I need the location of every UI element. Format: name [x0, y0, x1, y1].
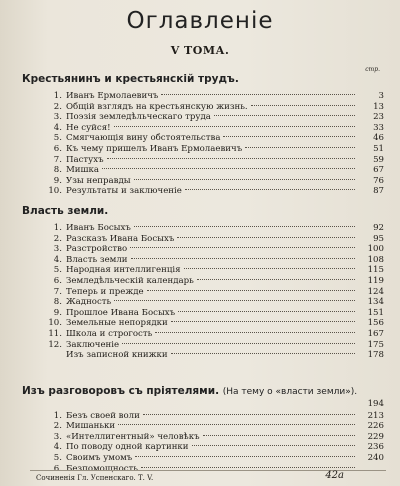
entry-title: Земельные непорядки — [66, 318, 168, 329]
section-1 — [22, 72, 384, 197]
page-number: 3 — [378, 91, 384, 101]
entry-number: 1. — [53, 410, 62, 421]
entry-number: 10. — [48, 318, 62, 329]
dot-leader — [178, 311, 355, 312]
entry-title: Прошлое Ивана Босыхъ — [66, 307, 176, 318]
entry-title: По поводу одной картинки — [66, 442, 189, 453]
toc-entry — [22, 112, 384, 123]
dot-leader — [203, 435, 355, 436]
entry-number: 7. — [53, 154, 62, 165]
dot-leader — [192, 445, 355, 446]
entry-number: 6. — [53, 275, 62, 286]
page-number: 226 — [367, 421, 384, 432]
page-number: 67 — [373, 165, 384, 176]
toc-entry — [22, 186, 384, 197]
page-number: 23 — [373, 112, 384, 123]
section-entries — [22, 223, 384, 361]
toc-entry — [22, 411, 384, 422]
dot-leader — [134, 226, 355, 227]
entry-title: Школа и строгость — [66, 328, 153, 339]
entry-title: Власть земли — [66, 254, 128, 265]
entry-number: 12. — [48, 339, 62, 350]
entry-title: Иванъ Ермолаевичъ — [66, 91, 159, 101]
dot-leader — [171, 353, 355, 354]
dot-leader — [147, 290, 355, 291]
page-number: 13 — [373, 101, 384, 112]
section-title: Крестьянинъ и крестьянскій трудъ. — [22, 73, 239, 85]
page-number: 115 — [367, 265, 384, 276]
entry-title: Къ чему пришелъ Иванъ Ермолаевичъ — [66, 143, 243, 154]
entry-number: 6. — [53, 463, 62, 474]
entry-title: Не суйся! — [66, 122, 111, 133]
entry-title: Смягчающія вину обстоятельства — [66, 133, 221, 144]
page-footer — [36, 472, 380, 484]
entry-title: Разсказъ Ивана Босыхъ — [66, 233, 175, 244]
entry-title: Жадность — [66, 297, 112, 308]
toc-entry — [22, 123, 384, 134]
page-number: 124 — [367, 286, 384, 297]
dot-leader — [118, 424, 355, 425]
dot-leader — [143, 414, 355, 415]
toc-entry — [22, 442, 384, 453]
page-number: 240 — [367, 452, 384, 463]
page-number: 151 — [367, 307, 384, 318]
page-column-label: стр. — [365, 66, 380, 73]
toc-entry — [22, 223, 384, 234]
entry-number: 5. — [53, 452, 62, 463]
toc-entry — [22, 329, 384, 340]
entry-number: 1. — [53, 91, 62, 101]
page-number: 46 — [373, 133, 384, 144]
toc-entry — [22, 91, 384, 102]
page-number: 178 — [367, 350, 384, 361]
entry-title: Безпомощность — [66, 463, 138, 474]
page-number: 175 — [367, 339, 384, 350]
entry-number: 4. — [53, 442, 62, 453]
dot-leader — [161, 94, 355, 95]
toc-entry — [22, 297, 384, 308]
entry-title: Мишаньки — [66, 421, 116, 432]
entry-number: 2. — [53, 421, 62, 432]
page-number: 229 — [367, 431, 384, 442]
entry-title: Иванъ Босыхъ — [66, 223, 131, 233]
toc-entry — [22, 255, 384, 266]
entry-number: 11. — [48, 328, 62, 339]
entry-title: Поэзія земледѣльческаго труда — [66, 112, 211, 123]
toc-entry — [22, 155, 384, 166]
page-number: 108 — [367, 254, 384, 265]
dot-leader — [171, 321, 355, 322]
entry-title: Своимъ умомъ — [66, 452, 133, 463]
entry-title: Земледѣльческій календарь — [66, 275, 194, 286]
dot-leader — [134, 179, 355, 180]
entry-number: 3. — [53, 431, 62, 442]
page-number: 87 — [373, 186, 384, 197]
section-entries — [22, 411, 384, 475]
section-entries — [22, 91, 384, 197]
toc-entry — [22, 421, 384, 432]
dot-leader — [130, 247, 355, 248]
dot-leader — [141, 467, 355, 468]
section-note: (На тему о «власти земли»). — [222, 387, 358, 397]
toc-entry — [22, 234, 384, 245]
entry-number: 5. — [53, 133, 62, 144]
page-number: 92 — [373, 223, 384, 233]
page-number: 76 — [373, 175, 384, 186]
page-number: 59 — [373, 154, 384, 165]
entry-title: Мишка — [66, 165, 100, 176]
toc-entry — [22, 453, 384, 464]
dot-leader — [197, 279, 355, 280]
entry-title: Узы неправды — [66, 175, 131, 186]
toc-entry — [22, 244, 384, 255]
entry-title: «Интеллигентный» человѣкъ — [66, 431, 200, 442]
section-title-page-row — [22, 399, 384, 410]
toc-entry — [22, 350, 384, 361]
dot-leader — [185, 189, 355, 190]
section-title — [22, 384, 384, 399]
entry-title: Общій взглядъ на крестьянскую жизнь. — [66, 101, 248, 112]
page-number: 236 — [367, 442, 384, 453]
page-title: Оглавленіе — [126, 8, 274, 34]
dot-leader — [135, 456, 355, 457]
entry-number: 10. — [48, 186, 62, 197]
entry-number: 7. — [53, 286, 62, 297]
dot-leader — [114, 300, 355, 301]
dot-leader — [251, 105, 355, 106]
signature-mark: 42а — [325, 470, 344, 481]
page-number: 213 — [367, 410, 384, 421]
entry-number: 3. — [53, 244, 62, 255]
toc-entry — [22, 340, 384, 351]
toc-entry — [22, 165, 384, 176]
entry-number: 8. — [53, 297, 62, 308]
entry-number: 1. — [53, 223, 62, 233]
entry-number: 9. — [53, 175, 62, 186]
entry-number: 3. — [53, 112, 62, 123]
dot-leader — [114, 126, 355, 127]
toc-entry — [22, 308, 384, 319]
section-title-text: Изъ разговоровъ съ пріятелями. — [22, 385, 220, 397]
entry-number: 5. — [53, 265, 62, 276]
page-number: 167 — [367, 328, 384, 339]
toc-entry — [22, 287, 384, 298]
dot-leader — [155, 332, 355, 333]
entry-number: 2. — [53, 101, 62, 112]
dot-leader — [184, 268, 355, 269]
footer-text: Сочиненія Гл. Успенскаго. Т. V. — [36, 474, 154, 482]
page-number: 134 — [367, 297, 384, 308]
dot-leader — [122, 343, 355, 344]
entry-title: Результаты и заключеніе — [66, 186, 182, 197]
entry-number: 4. — [53, 254, 62, 265]
entry-number: 2. — [53, 233, 62, 244]
toc-entry — [22, 133, 384, 144]
page-number: 156 — [367, 318, 384, 329]
dot-leader — [245, 147, 355, 148]
dot-leader — [223, 136, 355, 137]
entry-title: Разстройство — [66, 244, 128, 255]
volume-heading: V ТОМА. — [170, 44, 230, 57]
entry-number: 9. — [53, 307, 62, 318]
entry-title: Народная интеллигенція — [66, 265, 181, 276]
dot-leader — [107, 158, 355, 159]
page-number: 100 — [367, 244, 384, 255]
entry-number: 8. — [53, 165, 62, 176]
entry-number: 4. — [53, 122, 62, 133]
entry-title: Заключеніе — [66, 339, 120, 350]
toc-entry — [22, 265, 384, 276]
entry-title: Изъ записной книжки — [66, 350, 168, 361]
page-number: 95 — [373, 233, 384, 244]
page-number: 194 — [367, 399, 384, 409]
entry-number: 6. — [53, 143, 62, 154]
dot-leader — [131, 258, 355, 259]
section-3 — [22, 384, 384, 474]
toc-entry — [22, 176, 384, 187]
dot-leader — [102, 168, 355, 169]
entry-title: Пастухъ — [66, 154, 104, 165]
entry-title: Безъ своей воли — [66, 410, 140, 421]
toc-entry — [22, 318, 384, 329]
toc-entry — [22, 144, 384, 155]
toc-entry — [22, 102, 384, 113]
section-2 — [22, 204, 384, 361]
dot-leader — [214, 115, 355, 116]
toc-entry — [22, 276, 384, 287]
entry-title: Теперь и прежде — [66, 286, 144, 297]
page-number: 33 — [373, 122, 384, 133]
toc-entry — [22, 432, 384, 443]
section-title: Власть земли. — [22, 205, 109, 217]
page-number: 51 — [373, 143, 384, 154]
page-number: 119 — [367, 275, 384, 286]
dot-leader — [177, 237, 355, 238]
